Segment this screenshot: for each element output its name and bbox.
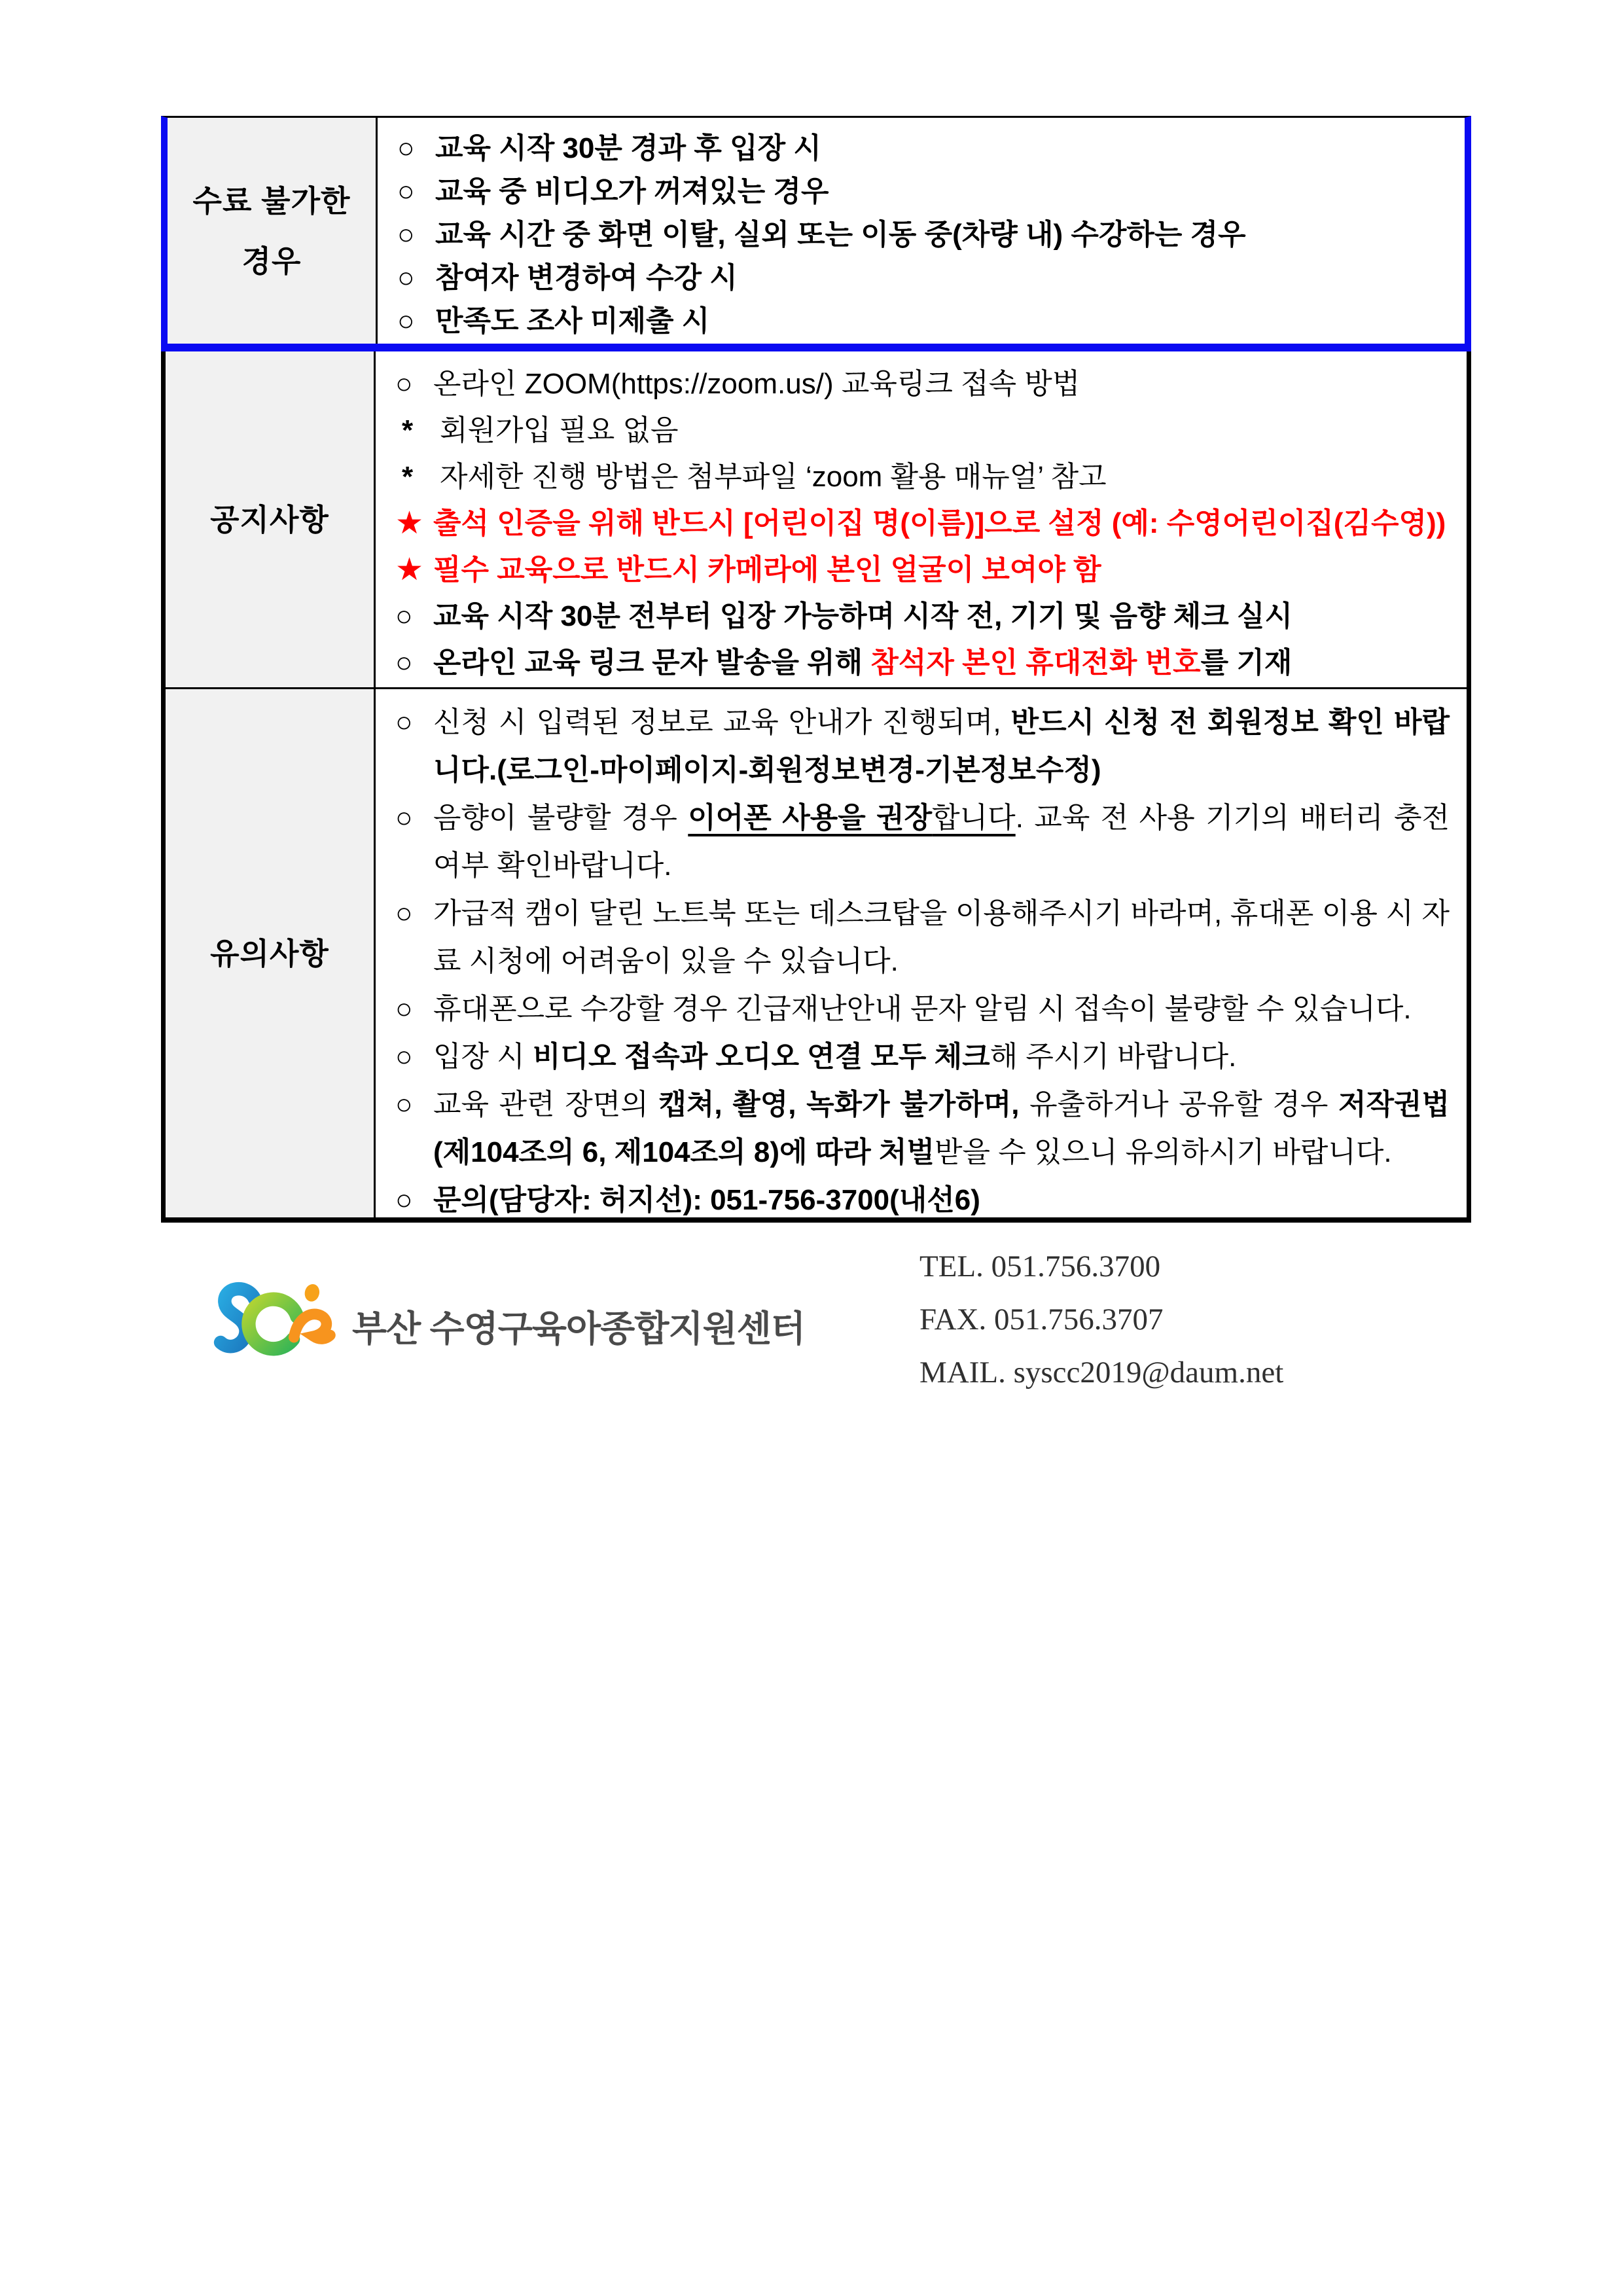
list-item [397, 257, 1448, 300]
contact-mail: MAIL. syscc2019@daum.net [919, 1355, 1284, 1390]
list-item [397, 213, 1448, 257]
row-content [376, 689, 1467, 1217]
text-segment: 저작권법 (제104조의 6, 제104조의 8)에 따라 처벌 [433, 1088, 1450, 1168]
item-text [433, 794, 1450, 889]
item-text [433, 1176, 1450, 1217]
list-item [395, 547, 1450, 593]
text-segment: . 교육 전 사용 기기의 배터리 충전 여부 확인바랍니다. [433, 802, 1450, 882]
item-text [435, 257, 1448, 300]
table-row-precautions [161, 687, 1471, 1223]
text-segment: 를 기재 [1200, 647, 1293, 679]
item-text [435, 170, 1448, 213]
item-text [435, 213, 1448, 257]
text-segment: 온라인 ZOOM(https://zoom.us/) 교육링크 접속 방법 [433, 368, 1080, 400]
text-segment: 문의(담당자: 허지선): 051-756-3700(내선6) [433, 1184, 980, 1216]
circle-bullet-icon: ○ [395, 647, 413, 679]
org-name: 부산 수영구육아종합지원센터 [352, 1308, 805, 1349]
list-item [395, 794, 1450, 889]
item-text [433, 698, 1450, 794]
item-text [433, 593, 1450, 639]
asterisk-bullet-icon: * [402, 461, 414, 493]
list-item [395, 1033, 1450, 1081]
circle-bullet-icon: ○ [397, 262, 415, 294]
circle-bullet-icon: ○ [397, 305, 415, 337]
circle-bullet-icon: ○ [395, 600, 413, 632]
circle-bullet-icon: ○ [395, 993, 413, 1025]
list-item [395, 889, 1450, 985]
org-logo [209, 1276, 805, 1374]
footer [0, 1240, 1623, 1410]
star-bullet-icon: ★ [395, 506, 424, 541]
list-item [395, 985, 1450, 1033]
list-item [395, 454, 1450, 500]
list-item [397, 300, 1448, 343]
contact-fax: FAX. 051.756.3707 [919, 1302, 1164, 1336]
list-item [395, 593, 1450, 639]
text-segment: 받을 수 있으니 유의하시기 바랍니다. [934, 1136, 1392, 1168]
contact-block [919, 1240, 1283, 1399]
item-text [433, 889, 1450, 985]
item-text [440, 407, 1450, 454]
circle-bullet-icon: ○ [395, 1088, 413, 1121]
row-header-line: 경우 [241, 243, 302, 278]
list-item [395, 407, 1450, 454]
circle-bullet-icon: ○ [395, 1184, 413, 1216]
circle-bullet-icon: ○ [395, 706, 413, 738]
text-segment: 교육 관련 장면의 [433, 1088, 659, 1121]
list-item [395, 698, 1450, 794]
item-text [435, 127, 1448, 170]
list-item [395, 1081, 1450, 1176]
list-item [397, 127, 1448, 170]
circle-bullet-icon: ○ [397, 132, 415, 164]
list-item [397, 170, 1448, 213]
text-segment: 교육 시작 30분 전부터 입장 가능하며 시작 전, 기기 및 음향 체크 실시 [433, 600, 1293, 632]
table-row-completion-impossible-cases [161, 116, 1471, 351]
row-header-precautions [166, 689, 376, 1217]
circle-bullet-icon: ○ [397, 219, 415, 251]
circle-bullet-icon: ○ [395, 802, 413, 834]
row-header-line: 수료 불가한 [192, 183, 351, 218]
item-text [433, 547, 1450, 593]
row-content [376, 351, 1467, 687]
circle-bullet-icon: ○ [395, 897, 413, 929]
circle-bullet-icon: ○ [395, 1041, 413, 1073]
text-segment: 이어폰 사용을 권장 [688, 802, 933, 834]
row-content [378, 118, 1465, 344]
text-segment: 필수 교육으로 반드시 카메라에 본인 얼굴이 보여야 함 [433, 554, 1101, 586]
item-text [433, 1081, 1450, 1176]
item-text [435, 300, 1448, 343]
list-item [395, 361, 1450, 407]
list-item [395, 639, 1450, 686]
text-segment: 참석자 본인 휴대전화 번호 [870, 647, 1201, 679]
text-segment: 반드시 신청 전 회원정보 확인 바랍니다.(로그인-마이페이지-회원정보변경-기본정보수정) [433, 706, 1450, 786]
item-text [433, 985, 1450, 1033]
text-segment: 캡쳐, 촬영, 녹화가 불가하며, [658, 1088, 1020, 1121]
row-header-completion-impossible-cases [168, 118, 378, 344]
contact-tel: TEL. 051.756.3700 [919, 1249, 1161, 1283]
text-segment: 음향이 불량할 경우 [433, 802, 688, 834]
list-item [395, 500, 1450, 547]
text-segment: 입장 시 [433, 1041, 533, 1073]
list-item [395, 1176, 1450, 1217]
star-bullet-icon: ★ [395, 552, 424, 587]
text-segment: 해 주시기 바랍니다. [990, 1041, 1237, 1073]
text-segment: 휴대폰으로 수강할 경우 긴급재난안내 문자 알림 시 접속이 불량할 수 있습니다. [433, 993, 1412, 1025]
org-logo-icon [209, 1276, 340, 1374]
text-segment: 자세한 진행 방법은 첨부파일 ‘zoom 활용 매뉴얼’ 참고 [440, 461, 1107, 493]
text-segment: 교육 중 비디오가 꺼져있는 경우 [435, 175, 829, 207]
asterisk-bullet-icon: * [402, 414, 414, 446]
item-text [433, 639, 1450, 686]
text-segment: 신청 시 입력된 정보로 교육 안내가 진행되며, [433, 706, 1011, 738]
info-table [161, 116, 1471, 1223]
text-segment: 가급적 캠이 달린 노트북 또는 데스크탑을 이용해주시기 바라며, 휴대폰 이용 시 자료 시청에 어려움이 있을 수 있습니다. [433, 897, 1450, 977]
text-segment: 비디오 접속과 오디오 연결 모두 체크 [532, 1041, 990, 1073]
text-segment: 참여자 변경하여 수강 시 [435, 262, 738, 294]
text-segment: 온라인 교육 링크 문자 발송을 위해 [433, 647, 871, 679]
row-header-notices [166, 351, 376, 687]
text-segment: 교육 시간 중 화면 이탈, 실외 또는 이동 중(차량 내) 수강하는 경우 [435, 219, 1246, 251]
circle-bullet-icon: ○ [395, 368, 413, 400]
text-segment: 출석 인증을 위해 반드시 [어린이집 명(이름)]으로 설정 (예: 수영어린이집(김수영)) [433, 507, 1446, 539]
row-header-line: 공지사항 [210, 502, 329, 537]
row-header-line: 유의사항 [210, 936, 329, 971]
circle-bullet-icon: ○ [397, 175, 415, 207]
item-text [433, 500, 1450, 547]
text-segment: 유출하거나 공유할 경우 [1019, 1088, 1338, 1121]
table-row-notices [161, 351, 1471, 687]
text-segment: 회원가입 필요 없음 [440, 414, 679, 446]
item-text [440, 454, 1450, 500]
item-text [433, 361, 1450, 407]
text-segment: 합니다 [932, 802, 1016, 834]
text-segment: 교육 시작 30분 경과 후 입장 시 [435, 132, 821, 164]
text-segment: 만족도 조사 미제출 시 [435, 305, 710, 337]
item-text [433, 1033, 1450, 1081]
